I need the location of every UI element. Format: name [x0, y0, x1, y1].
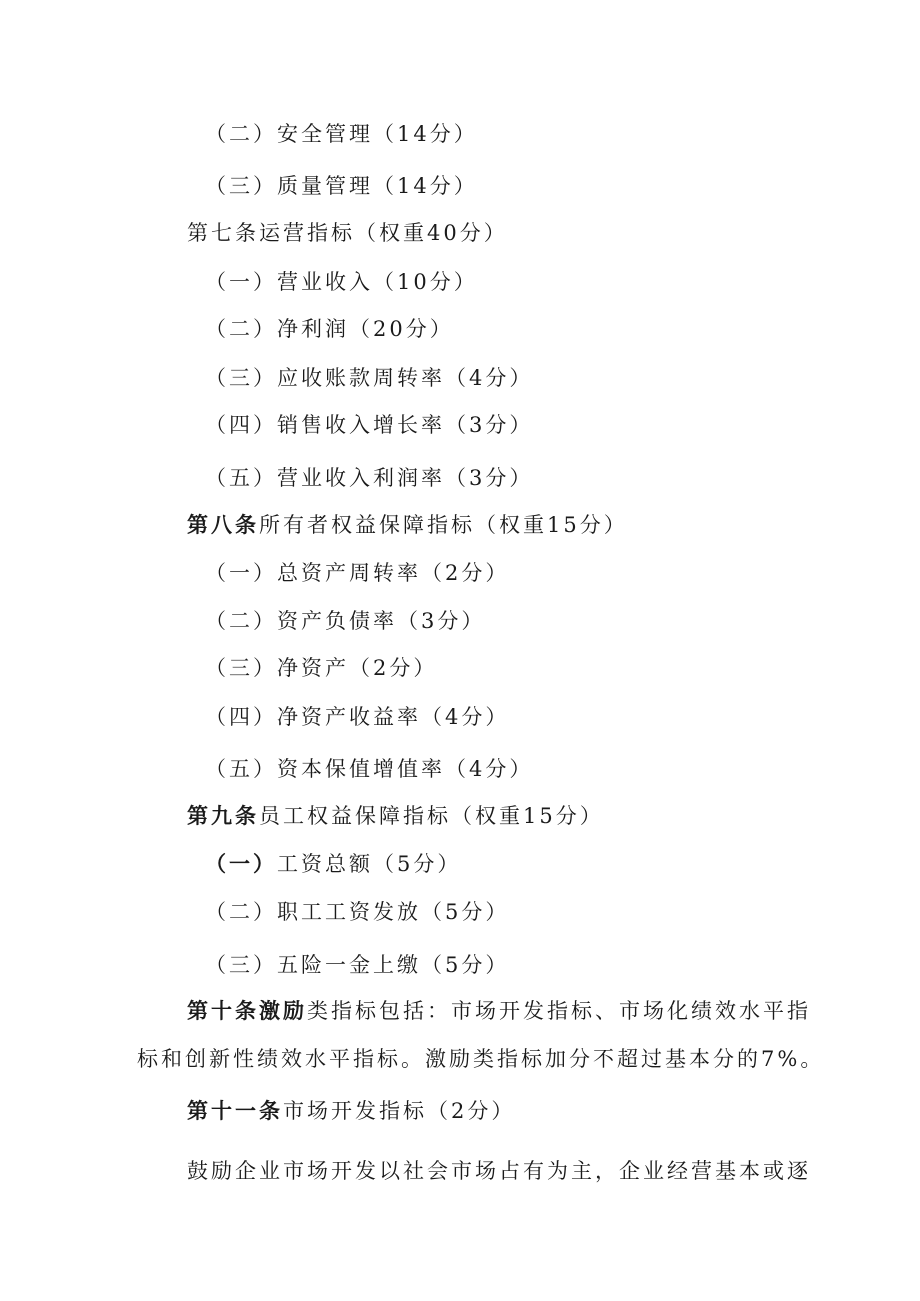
section-item-quality-management: （三）质量管理（14分） [205, 174, 478, 198]
article-9-heading: 第九条员工权益保障指标（权重15分） [187, 803, 604, 828]
section-item-asset-liability-ratio: （二）资产负债率（3分） [205, 609, 486, 633]
section-item-safety-management: （二）安全管理（14分） [205, 122, 478, 146]
article-11-paragraph-line-1: 鼓励企业市场开发以社会市场占有为主，企业经营基本或逐 [187, 1159, 811, 1183]
article-7-heading: 第七条运营指标（权重40分） [187, 221, 508, 245]
section-item-receivables-turnover: （三）应收账款周转率（4分） [205, 366, 534, 390]
article-11-heading: 第十一条市场开发指标（2分） [187, 1098, 516, 1123]
section-item-total-asset-turnover: （一）总资产周转率（2分） [205, 561, 510, 585]
section-item-revenue-profit-margin: （五）营业收入利润率（3分） [205, 466, 534, 490]
section-item-social-insurance: （三）五险一金上缴（5分） [205, 953, 510, 977]
section-item-wage-payment: （二）职工工资发放（5分） [205, 900, 510, 924]
section-item-operating-revenue: （一）营业收入（10分） [205, 270, 478, 294]
section-item-sales-growth: （四）销售收入增长率（3分） [205, 413, 534, 437]
section-item-capital-preservation: （五）资本保值增值率（4分） [205, 757, 534, 781]
article-10-paragraph-line-2: 标和创新性绩效水平指标。激励类指标加分不超过基本分的7%。 [137, 1047, 825, 1071]
section-item-total-wages: （一）工资总额（5分） [205, 851, 462, 876]
article-8-heading: 第八条所有者权益保障指标（权重15分） [187, 512, 628, 537]
article-10-paragraph-line-1: 第十条激励类指标包括：市场开发指标、市场化绩效水平指 [187, 998, 811, 1023]
section-item-net-profit: （二）净利润（20分） [205, 317, 454, 341]
section-item-roe: （四）净资产收益率（4分） [205, 705, 510, 729]
section-item-net-assets: （三）净资产（2分） [205, 656, 438, 680]
